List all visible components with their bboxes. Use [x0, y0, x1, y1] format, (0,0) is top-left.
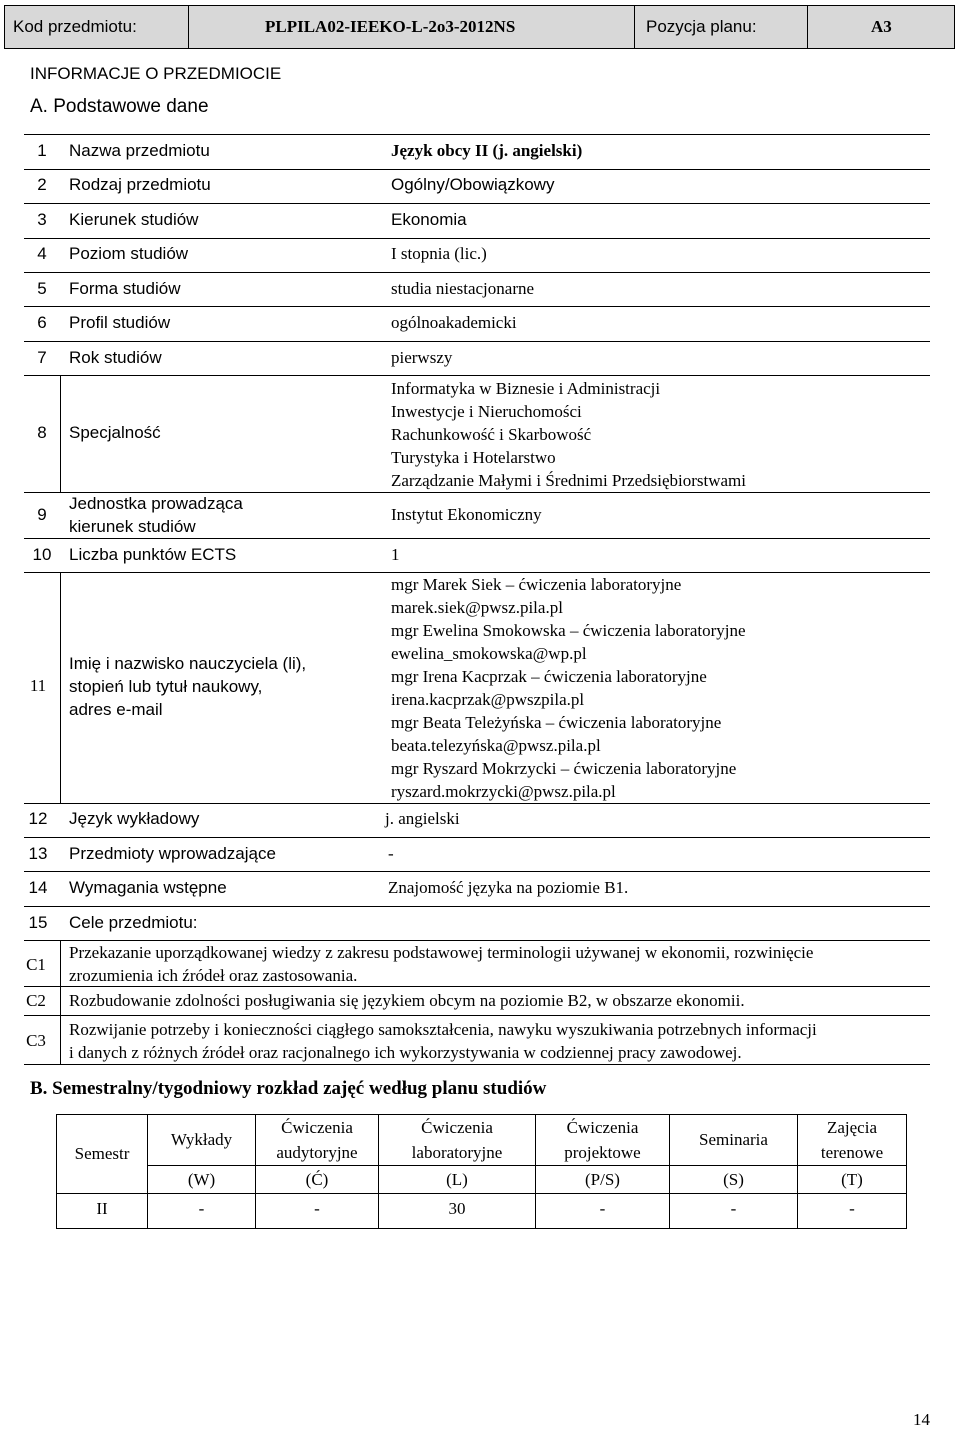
row-number: 15: [28, 913, 48, 932]
row-label-study-profile: Profil studiów: [69, 313, 171, 332]
row-value-study-profile: ogólnoakademicki: [391, 313, 517, 332]
goal-text: Przekazanie uporządkowanej wiedzy z zakresu podstawowej terminologii używanej w ekonomii, rozwinięcie zrozumienia ich źródeł oraz zastosowania.: [69, 943, 814, 985]
row-label-unit: Jednostka prowadząca kierunek studiów: [69, 494, 243, 536]
hours-value: -: [314, 1199, 320, 1218]
row-number: 8: [37, 423, 47, 442]
column-abbr: (L): [446, 1170, 468, 1189]
row-value-unit: Instytut Ekonomiczny: [391, 505, 542, 524]
row-number: 14: [28, 878, 48, 897]
row-label-language: Język wykładowy: [69, 809, 200, 828]
teacher-email: beata.telezyńska@pwsz.pila.pl: [391, 736, 601, 755]
page-number: 14: [913, 1410, 930, 1429]
row-value-subject-name: Język obcy II (j. angielski): [391, 141, 583, 160]
row-number: 3: [37, 210, 47, 229]
specialization-list: [391, 377, 746, 492]
section-info-title: INFORMACJE O PRZEDMIOCIE: [30, 64, 282, 83]
goal-text: Rozwijanie potrzeby i konieczności ciągłego samokształcenia, nawyku wyszukiwania potrzebnych informacji i danych z różnych źródeł oraz racjonalnego ich wykorzystywania w codziennej pracy zawodowej.: [69, 1020, 817, 1062]
row-number: 7: [37, 348, 47, 367]
teacher-name: mgr Marek Siek – ćwiczenia laboratoryjne: [391, 575, 682, 594]
teacher-name: mgr Beata Teleżyńska – ćwiczenia laboratoryjne: [391, 713, 722, 732]
course-code-label: Kod przedmiotu:: [13, 17, 137, 36]
goal-code: C2: [26, 991, 46, 1010]
column-header-laboratory: Ćwiczenia laboratoryjne: [411, 1118, 503, 1162]
goal-code: C1: [26, 955, 46, 974]
section-b-title: B. Semestralny/tygodniowy rozkład zajęć według planu studiów: [30, 1078, 547, 1099]
row-value-study-form: studia niestacjonarne: [391, 279, 535, 298]
row-number: 11: [29, 676, 47, 695]
row-label-study-form: Forma studiów: [69, 279, 181, 298]
hours-value: 30: [448, 1199, 466, 1218]
teacher-email: irena.kacprzak@pwszpila.pl: [391, 690, 585, 709]
teacher-email: ryszard.mokrzycki@pwsz.pila.pl: [391, 782, 616, 801]
row-number: 5: [37, 279, 47, 298]
specialization-item: Rachunkowość i Skarbowość: [391, 425, 592, 444]
row-label-field-of-study: Kierunek studiów: [69, 210, 199, 229]
row-value-study-level: I stopnia (lic.): [391, 244, 487, 263]
row-value-requirements: Znajomość języka na poziomie B1.: [388, 878, 629, 897]
semester-value: II: [96, 1199, 108, 1218]
row-number: 13: [28, 844, 48, 863]
teacher-name: mgr Ryszard Mokrzycki – ćwiczenia laboratoryjne: [391, 759, 737, 778]
teacher-email: ewelina_smokowska@wp.pl: [391, 644, 587, 663]
row-value-prerequisite-subjects: -: [388, 844, 394, 863]
hours-value: -: [730, 1199, 737, 1218]
specialization-item: Zarządzanie Małymi i Średnimi Przedsiębiorstwami: [391, 471, 747, 490]
row-label-requirements: Wymagania wstępne: [69, 878, 227, 897]
row-label-study-year: Rok studiów: [69, 348, 162, 367]
column-abbr: (T): [841, 1170, 863, 1189]
column-header-auditory: Ćwiczenia audytoryjne: [276, 1118, 358, 1162]
course-code-value: PLPILA02-IEEKO-L-2o3-2012NS: [265, 17, 516, 36]
column-abbr: (S): [723, 1170, 744, 1189]
row-number: 9: [37, 505, 47, 524]
hours-value: -: [849, 1199, 855, 1218]
specialization-item: Inwestycje i Nieruchomości: [391, 402, 582, 421]
row-value-field-of-study: Ekonomia: [391, 210, 467, 229]
course-header: [4, 5, 955, 49]
teacher-name: mgr Irena Kacprzak – ćwiczenia laboratoryjne: [391, 667, 707, 686]
section-a-title: A. Podstawowe dane: [30, 96, 209, 117]
goal-code: C3: [26, 1031, 46, 1050]
row-value-language: j. angielski: [385, 809, 460, 828]
row-value-ects: 1: [391, 545, 400, 564]
row-number: 1: [37, 141, 47, 160]
row-label-subject-type: Rodzaj przedmiotu: [69, 175, 211, 194]
teacher-name: mgr Ewelina Smokowska – ćwiczenia laboratoryjne: [391, 621, 746, 640]
row-value-subject-type: Ogólny/Obowiązkowy: [391, 175, 555, 194]
row-number: 12: [28, 809, 48, 828]
row-number: 2: [37, 175, 47, 194]
row-label-ects: Liczba punktów ECTS: [69, 545, 237, 564]
teacher-email: marek.siek@pwsz.pila.pl: [391, 598, 563, 617]
semester-header: Semestr: [74, 1144, 130, 1163]
specialization-item: Turystyka i Hotelarstwo: [391, 448, 556, 467]
hours-value: -: [599, 1199, 606, 1218]
teachers-list: [391, 573, 746, 803]
column-header-project: Ćwiczenia projektowe: [564, 1118, 641, 1162]
column-abbr: (Ć): [305, 1170, 329, 1189]
goal-text: Rozbudowanie zdolności posługiwania się językiem obcym na poziomie B2, w obszarze ekonomii.: [69, 991, 745, 1010]
column-header-lectures: Wykłady: [170, 1130, 233, 1149]
plan-position-label: Pozycja planu:: [646, 17, 757, 36]
row-number: 4: [37, 244, 47, 263]
column-abbr: (W): [187, 1170, 216, 1189]
column-header-field: Zajęcia terenowe: [820, 1118, 884, 1162]
row-label-subject-name: Nazwa przedmiotu: [69, 141, 210, 160]
hours-value: -: [198, 1199, 205, 1218]
schedule-table: [56, 1114, 907, 1229]
plan-position-value: A3: [871, 17, 892, 36]
row-number: 6: [37, 313, 47, 332]
row-label-teachers: Imię i nazwisko nauczyciela (li), stopień lub tytuł naukowy, adres e-mail: [69, 654, 307, 719]
row-value-study-year: pierwszy: [391, 348, 453, 367]
column-header-seminars: Seminaria: [699, 1130, 768, 1149]
row-number: 10: [32, 545, 52, 564]
column-abbr: (P/S): [585, 1170, 620, 1189]
specialization-item: Informatyka w Biznesie i Administracji: [391, 379, 661, 398]
row-label-prerequisite-subjects: Przedmioty wprowadzające: [69, 844, 276, 863]
row-label-study-level: Poziom studiów: [69, 244, 189, 263]
row-label-goals: Cele przedmiotu:: [69, 913, 198, 932]
row-label-specialization: Specjalność: [69, 423, 161, 442]
